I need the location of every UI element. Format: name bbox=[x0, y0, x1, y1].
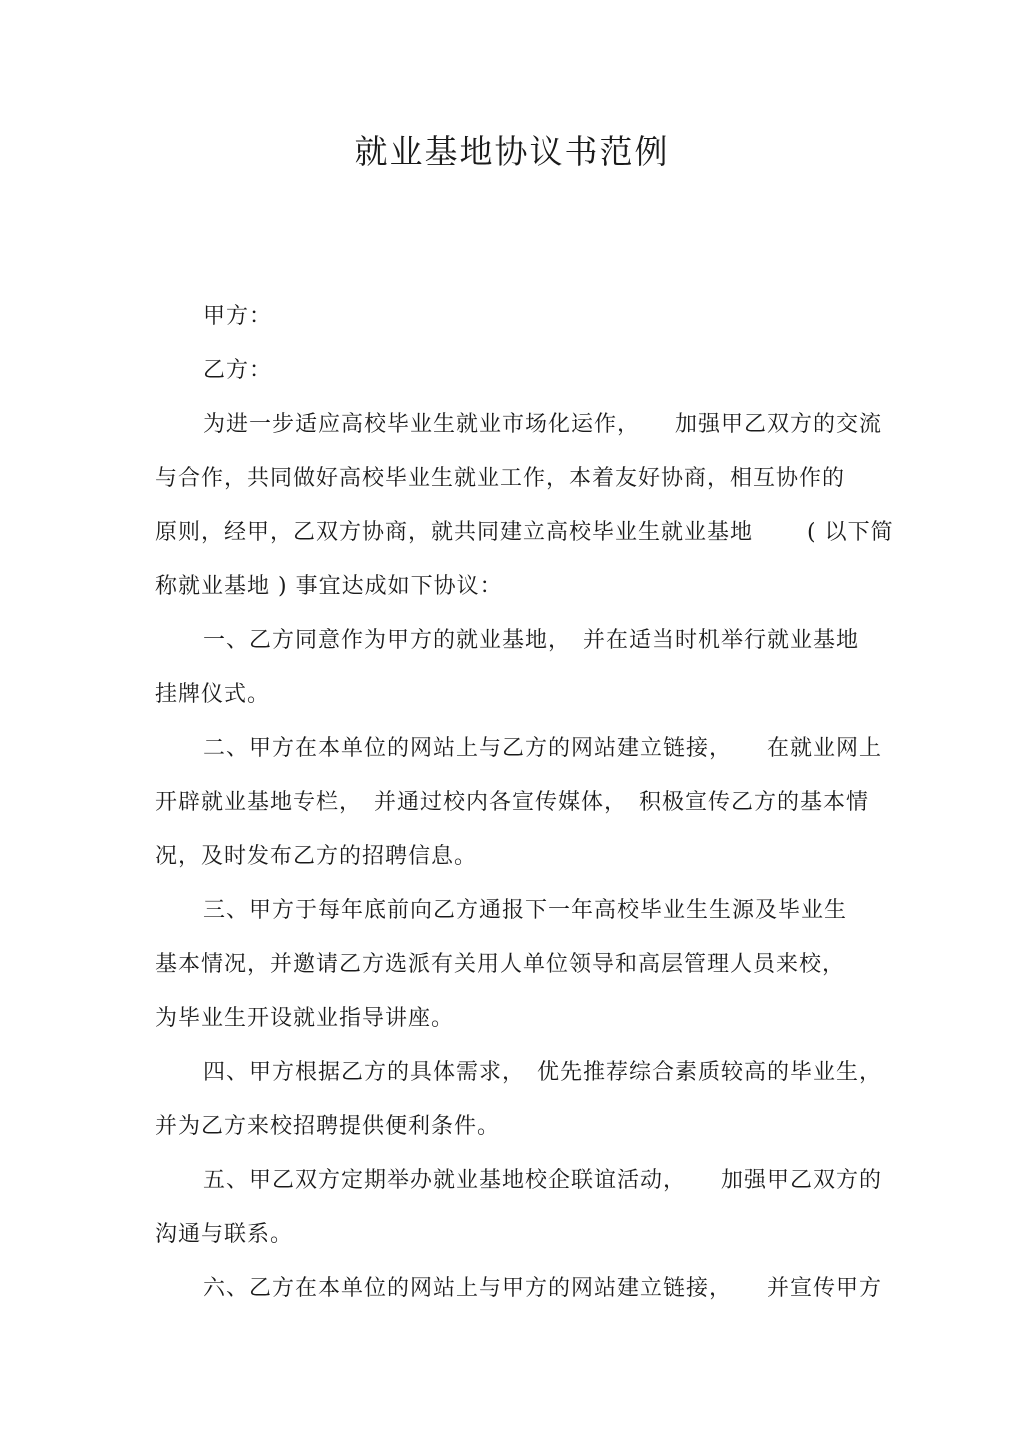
party-a-line bbox=[155, 290, 867, 344]
clause-6 bbox=[155, 1262, 883, 1316]
document-body bbox=[155, 290, 894, 1316]
clause-line: 沟通与联系。 bbox=[155, 1222, 294, 1247]
clause-1 bbox=[155, 614, 867, 722]
clause-line: 五、甲乙双方定期举办就业基地校企联谊活动， 加强甲乙双方的 bbox=[203, 1168, 883, 1193]
clause-line: 一、乙方同意作为甲方的就业基地， 并在适当时机举行就业基地 bbox=[203, 628, 860, 653]
clause-line: 基本情况，并邀请乙方选派有关用人单位领导和高层管理人员来校， bbox=[155, 952, 846, 977]
intro-line: 为进一步适应高校毕业生就业市场化运作， 加强甲乙双方的交流 bbox=[203, 412, 883, 437]
clause-line: 况，及时发布乙方的招聘信息。 bbox=[155, 844, 478, 869]
intro-line: 与合作，共同做好高校毕业生就业工作，本着友好协商，相互协作的 bbox=[155, 466, 846, 491]
intro-line: 称就业基地 ) 事宜达成如下协议： bbox=[155, 574, 503, 599]
party-b-line bbox=[155, 344, 867, 398]
clause-line: 并为乙方来校招聘提供便利条件。 bbox=[155, 1114, 501, 1139]
clause-3 bbox=[155, 884, 867, 1046]
clause-4 bbox=[155, 1046, 883, 1154]
clause-line: 三、甲方于每年底前向乙方通报下一年高校毕业生生源及毕业生 bbox=[203, 898, 848, 923]
intro-paragraph bbox=[155, 398, 894, 614]
party-b-label: 乙方： bbox=[203, 358, 273, 383]
intro-line: 原则，经甲，乙双方协商，就共同建立高校毕业生就业基地 ( 以下简 bbox=[155, 520, 894, 545]
document-title: 就业基地协议书范例 bbox=[354, 132, 670, 171]
clause-line: 六、乙方在本单位的网站上与甲方的网站建立链接， 并宣传甲方 bbox=[203, 1276, 883, 1301]
clause-line: 为毕业生开设就业指导讲座。 bbox=[155, 1006, 455, 1031]
clause-line: 二、甲方在本单位的网站上与乙方的网站建立链接， 在就业网上 bbox=[203, 736, 883, 761]
clause-line: 挂牌仪式。 bbox=[155, 682, 271, 707]
party-a-label: 甲方： bbox=[203, 304, 273, 329]
clause-2 bbox=[155, 722, 883, 884]
clause-line: 开辟就业基地专栏， 并通过校内各宣传媒体， 积极宣传乙方的基本情 bbox=[155, 790, 870, 815]
clause-line: 四、甲方根据乙方的具体需求， 优先推荐综合素质较高的毕业生， bbox=[203, 1060, 883, 1085]
clause-5 bbox=[155, 1154, 883, 1262]
